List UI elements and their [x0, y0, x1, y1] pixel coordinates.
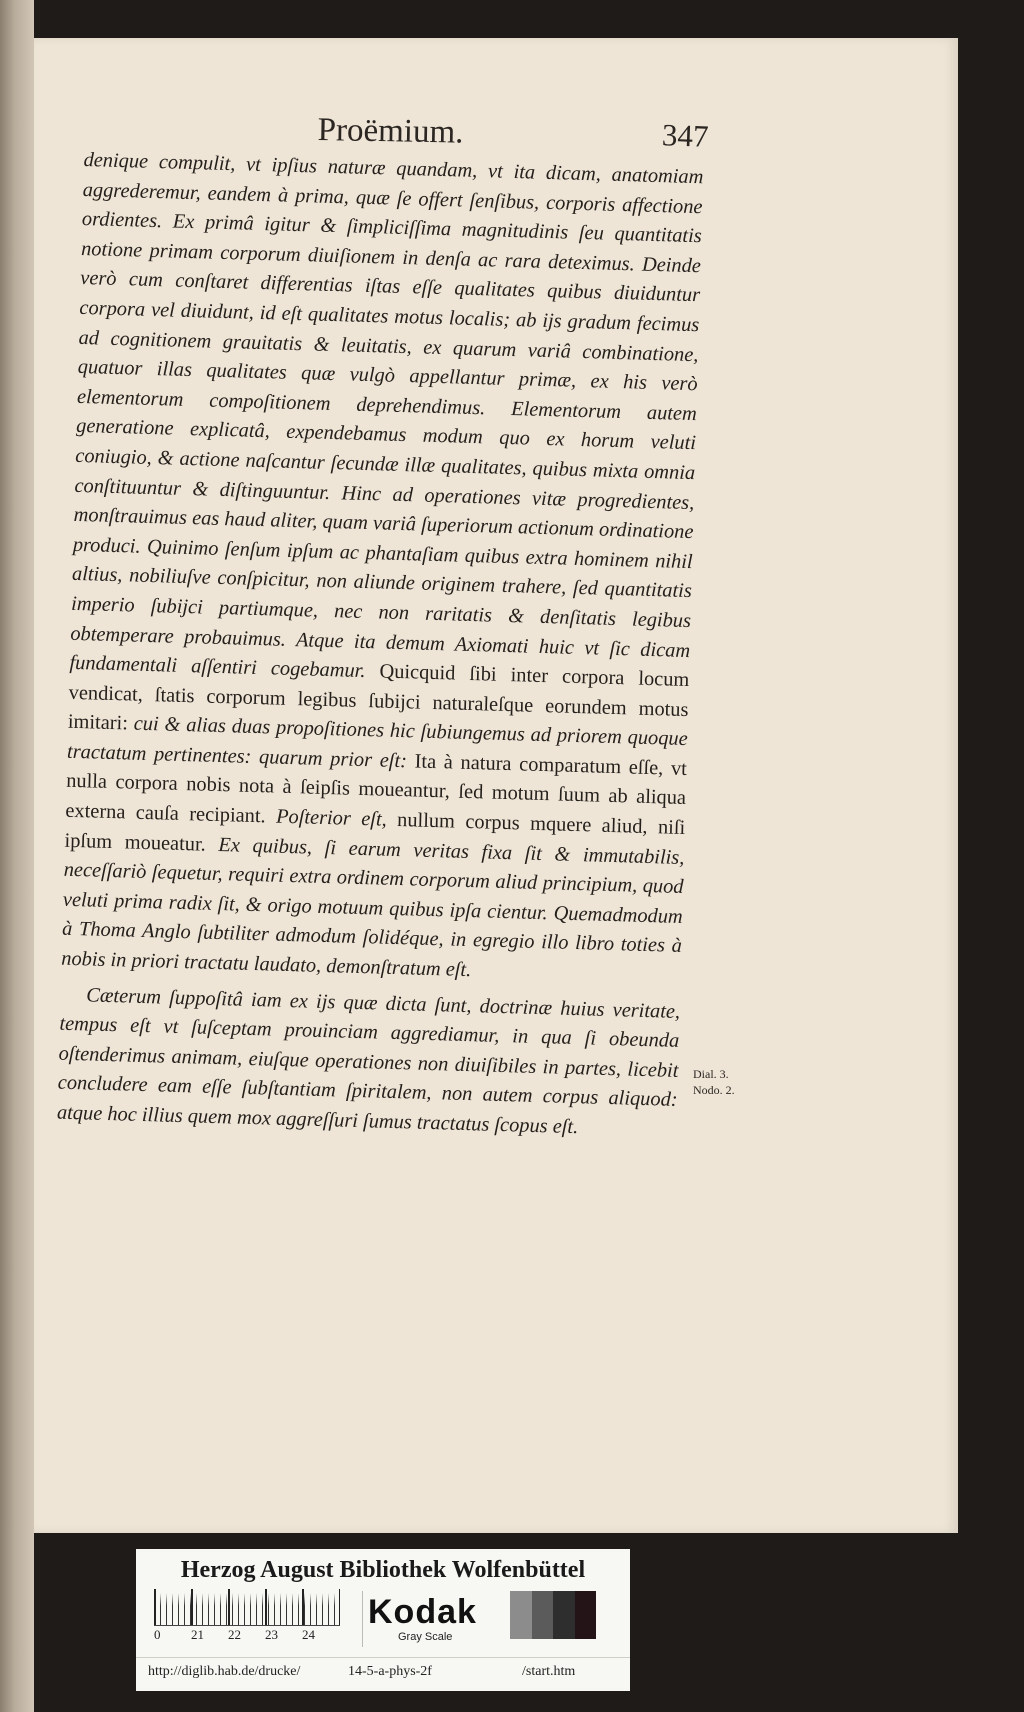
adjacent-page-edge	[0, 0, 34, 1712]
institution-name: Herzog August Bibliothek Wolfenbüttel	[180, 1557, 586, 1583]
text-run: Cæterum ſuppoſitâ iam ex ijs quæ dicta ſunt, doctrinæ huius veritate, tempus eſt vt ſuſceptam prouinciam aggrediamur, in qua ſi obeunda oſtenderimus animam, eiuſque operationes non diuiſibiles in partes, licebit concludere eam eſſe ſubſtantiam ſpiritalem, non autem corpus aliquod: atque hoc illius quem mox aggreſſuri ſumus tractatus ſcopus eſt.	[56, 984, 681, 1139]
text-run: Ita à natura comparatum eſſe, vt nulla corpora nobis nota à ſeipſis moueantur, ſed motum ſuum ab aliqua externa cauſa recipiant.	[65, 750, 688, 828]
url-id: 14-5-a-phys-2f	[348, 1664, 432, 1679]
marginal-note	[693, 1066, 741, 1098]
marginal-note-line: Nodo. 2.	[693, 1083, 735, 1097]
ruler-number: 0	[154, 1627, 161, 1642]
paragraph-2	[57, 980, 681, 1145]
ruler-number: 23	[265, 1627, 278, 1642]
ruler-scale	[154, 1589, 340, 1626]
url-row	[136, 1657, 630, 1684]
gray-swatch	[510, 1591, 532, 1639]
page-number: 347	[660, 117, 709, 154]
text-run: Quicquid ſibi inter corpora locum vendicat, ſtatis corporum legibus ſubijci naturaleſque eorundem motus imitari:	[67, 660, 690, 735]
ruler-numbers	[154, 1627, 354, 1645]
ruler-number: 24	[302, 1627, 315, 1642]
marginal-note-line: Dial. 3.	[693, 1067, 729, 1081]
kodak-logo: Kodak	[368, 1593, 477, 1631]
ruler-number: 22	[228, 1627, 241, 1642]
running-head: Proëmium.	[317, 112, 464, 151]
ruler-number: 21	[191, 1627, 204, 1642]
indent	[60, 1000, 86, 1001]
gray-scale-caption: Gray Scale	[398, 1631, 453, 1643]
url-base: http://diglib.hab.de/drucke/	[148, 1664, 301, 1679]
page-header	[318, 112, 708, 154]
text-run: denique compulit, vt ipſius naturæ quandam, vt ita dicam, anatomiam aggrederemur, eandem à prima, quæ ſe offert ſenſibus, corporis affectione ordientes. Ex primâ igitur & ſimpliciſſima magnitudinis ſeu quantitatis notione primam corporum diuiſionem in denſa ac rara deteximus. Deinde verò cum conſtaret differentias iſtas eſſe qualitates quibus diuiduntur corpora vel diuidunt, id eſt qualitates motus localis; ab ijs gradum fecimus ad cognitionem grauitatis & leuitatis, ex quarum variâ combinatione, quatuor illas qualitates quæ vulgò appellantur primæ, ex his verò elementorum compoſitionem deprehendimus. Elementorum autem generatione explicatâ, expendebamus modum quo ex horum veluti coniugio, & actione naſcantur ſecundæ illæ qualitates, quibus mixta omnia conſtituuntur & diſtinguuntur. Hinc ad operationes vitæ progredientes, monſtrauimus eas haud aliter, quam variâ ſuperiorum actionum ordinatione produci. Quinimo ſenſum ipſum ac phantaſiam quibus extra hominem nihil altius, nobiliuſve conſpicitur, non aliunde originem trahere, ſed quantitatis imperio ſubijci partiumque, nec non raritatis & denſitatis legibus obtemperare probauimus. Atque ita demum Axiomati huic vt ſic dicam fundamentali aſſentiri cogebamur.	[69, 148, 704, 683]
main-text	[57, 146, 704, 1146]
text-run: Ex quibus, ſi earum veritas fixa ſit & immutabilis, neceſſariò ſequetur, requiri extra ordinem corporum aliud principium, quod veluti prima radix ſit, & origo motuum quibus ipſa cientur. Quemadmodum à Thoma Anglo ſubtiliter admodum ſolidéque, in egregio illo libro toties à nobis in priori tractatu laudato, demonſtratum eſt.	[60, 833, 685, 982]
gray-swatch	[575, 1591, 597, 1639]
gray-swatch	[532, 1591, 554, 1639]
paragraph-1	[61, 146, 704, 992]
gray-scale-swatches	[510, 1591, 596, 1639]
text-run: nullum corpus mquere aliud, niſi ipſum moueatur.	[64, 809, 686, 856]
text-run: Poſterior eſt,	[275, 805, 398, 832]
gray-swatch	[553, 1591, 575, 1639]
url-page: /start.htm	[522, 1664, 576, 1679]
library-label	[136, 1549, 630, 1691]
ruler-major-ticks	[154, 1589, 340, 1625]
separator	[362, 1591, 363, 1647]
text-run: cui & alias duas propoſitiones hic ſubiungemus ad priorem quoque tractatum pertinentes: quarum prior eſt:	[66, 712, 688, 773]
